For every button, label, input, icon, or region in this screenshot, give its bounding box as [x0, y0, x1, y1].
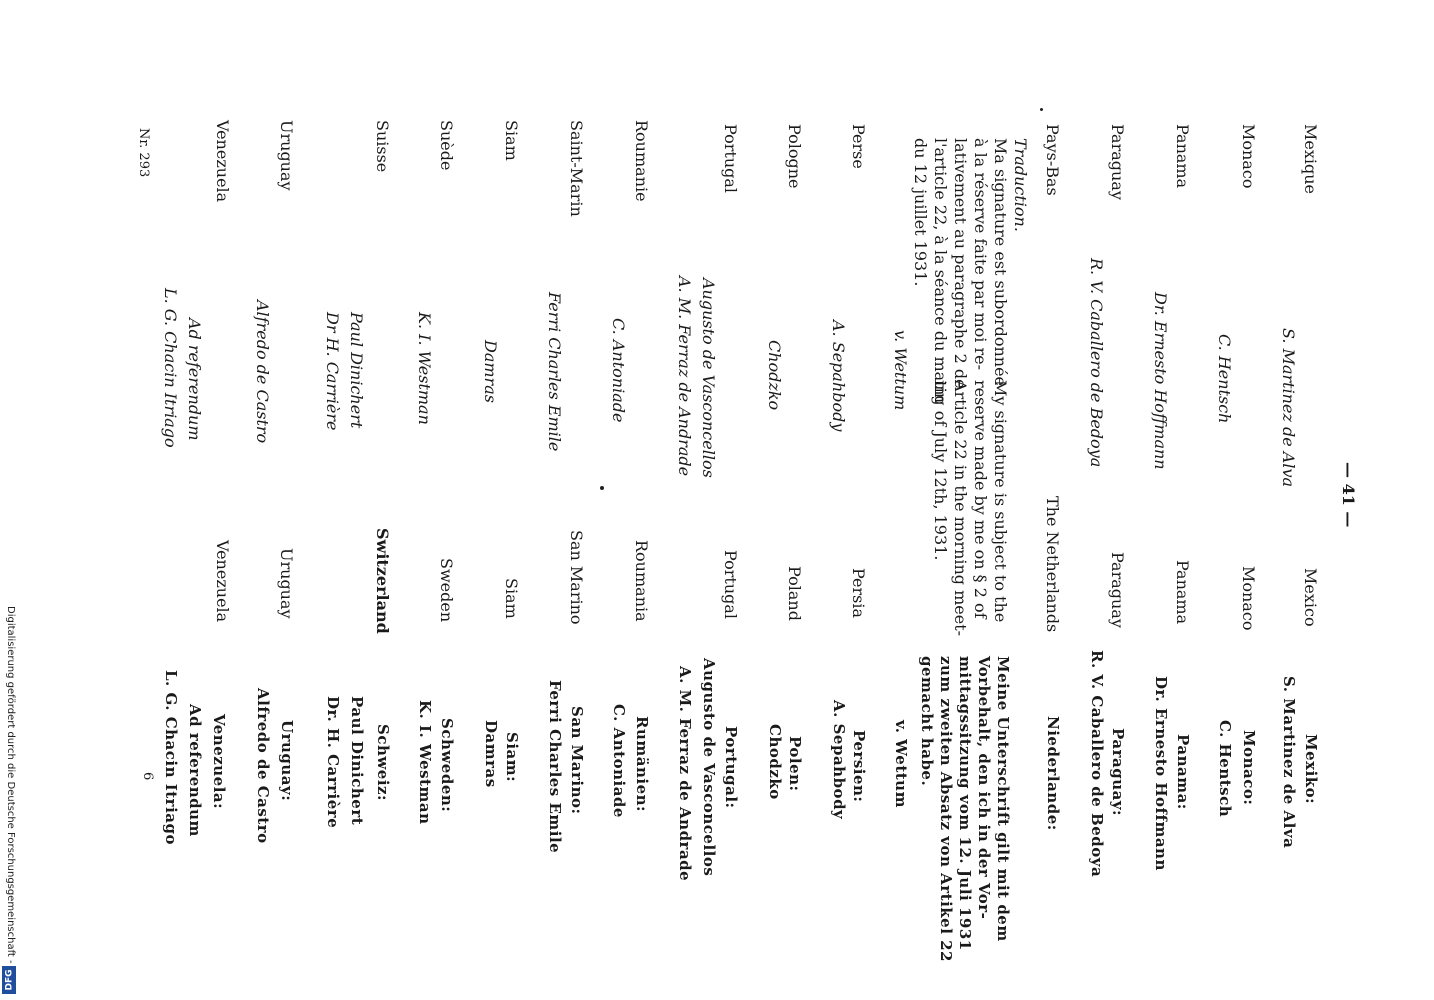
print-mark: [1040, 108, 1043, 111]
fr-reservation-line: Ma signature est subordonnée: [991, 138, 1010, 387]
fr-reservation-heading: Traduction.: [1011, 138, 1030, 232]
footer-right: 6: [140, 772, 155, 781]
signatory-persia: A. Sepahbody: [829, 320, 848, 432]
en-country-siam: Siam: [502, 578, 521, 619]
signatory-venezuela-ref: Ad referendum: [185, 318, 204, 441]
en-country-portugal: Portugal: [721, 550, 740, 620]
fr-country-paraguay: Paraguay: [1108, 124, 1127, 200]
de-name-monaco: C. Hentsch: [1216, 720, 1234, 818]
de-name-siam: Damras: [482, 720, 500, 788]
en-country-roumania: Roumania: [632, 540, 651, 622]
signatory-mexico: S. Martinez de Alva: [1279, 328, 1298, 488]
de-name-switzerland-1: Paul Dinichert: [348, 696, 366, 826]
de-country-switzerland: Schweiz:: [374, 724, 392, 802]
print-mark: [600, 486, 604, 490]
fr-reservation-line: lativement au paragraphe 2 de: [951, 138, 970, 389]
fr-country-venezuela: Venezuela: [213, 120, 232, 203]
de-name-switzerland-2: Dr. H. Carrière: [324, 696, 342, 829]
en-country-netherlands: The Netherlands: [1043, 496, 1062, 633]
de-country-portugal: Portugal:: [722, 726, 740, 809]
fr-country-suisse: Suisse: [373, 120, 392, 173]
en-reservation-line: Article 22 in the morning meet-: [951, 380, 970, 637]
signatory-siam: Damras: [481, 340, 500, 403]
fr-country-saint-marin: Saint-Marin: [567, 120, 586, 217]
digitization-note: Digitalisierung gefördert durch die Deutsche Forschungsgemeinschaft -: [5, 606, 16, 964]
signatory-venezuela: L. G. Chacin Itriago: [161, 288, 180, 448]
signatory-monaco: C. Hentsch: [1215, 334, 1234, 424]
en-country-monaco: Monaco: [1239, 566, 1258, 631]
en-country-paraguay: Paraguay: [1108, 552, 1127, 628]
de-country-netherlands: Niederlande:: [1044, 716, 1062, 831]
de-name-roumania: C. Antoniade: [610, 704, 628, 818]
de-name-portugal-2: A. M. Ferraz de Andrade: [676, 666, 694, 882]
fr-country-panama: Panama: [1173, 124, 1192, 189]
de-country-paraguay: Paraguay:: [1109, 728, 1127, 817]
de-name-san-marino: Ferri Charles Emile: [546, 680, 564, 854]
fr-country-monaco: Monaco: [1239, 124, 1258, 189]
fr-country-suede: Suède: [437, 120, 456, 171]
de-reservation-line: Meine Unterschrift gilt mit dem: [994, 656, 1012, 942]
en-reservation: [930, 380, 1010, 636]
de-name-portugal-1: Augusto de Vasconcellos: [700, 658, 718, 877]
de-country-siam: Siam:: [503, 732, 521, 783]
de-reservation-line: zum zweiten Absatz von Artikel 22: [937, 656, 955, 962]
signatory-netherlands: v. Wettum: [891, 330, 910, 411]
de-name-mexico: S. Martinez de Alva: [1280, 676, 1298, 849]
de-name-uruguay: Alfredo de Castro: [254, 688, 272, 844]
fr-reservation-line: à la réserve faite par moi re-: [971, 138, 990, 371]
en-country-poland: Poland: [785, 566, 804, 621]
en-reservation-line: reserve made by me on § 2 of: [971, 380, 990, 619]
fr-country-pologne: Pologne: [785, 124, 804, 189]
fr-reservation-line: l'article 22, à la séance du matin: [931, 138, 950, 404]
signatory-switzerland-2: Dr H. Carrière: [323, 312, 342, 431]
fr-reservation-line: du 12 juillet 1931.: [911, 138, 930, 287]
signatory-panama: Dr. Ernesto Hoffmann: [1151, 292, 1170, 470]
en-reservation-line: ing of July 12th, 1931.: [931, 380, 950, 561]
signatory-portugal-2: A. M. Ferraz de Andrade: [675, 276, 694, 477]
fr-country-portugal: Portugal: [721, 124, 740, 194]
de-country-venezuela: Venezuela:: [210, 714, 228, 810]
en-country-persia: Persia: [849, 568, 868, 619]
fr-reservation: [910, 138, 1030, 403]
de-name-paraguay: R. V. Caballero de Bedoya: [1088, 650, 1106, 878]
en-country-sweden: Sweden: [437, 558, 456, 623]
en-country-uruguay: Uruguay: [277, 548, 296, 619]
fr-country-pays-bas: Pays-Bas: [1043, 124, 1062, 196]
de-country-uruguay: Uruguay:: [278, 720, 296, 802]
fr-country-uruguay: Uruguay: [277, 120, 296, 191]
de-country-sweden: Schweden:: [438, 718, 456, 813]
de-name-poland: Chodzko: [766, 724, 784, 800]
en-country-venezuela: Venezuela: [213, 540, 232, 623]
de-reservation-line: gemacht habe.: [918, 656, 936, 787]
de-reservation-line: Vorbehalt, den ich in der Vor-: [975, 656, 993, 920]
signatory-poland: Chodzko: [765, 340, 784, 411]
signatory-switzerland-1: Paul Dinichert: [347, 312, 366, 429]
signatory-sweden: K. I. Westman: [415, 312, 434, 425]
de-name-panama: Dr. Ernesto Hoffmann: [1152, 676, 1170, 871]
de-country-panama: Panama:: [1174, 734, 1192, 810]
de-country-persia: Persien:: [850, 730, 868, 803]
signatory-paraguay: R. V. Caballero de Bedoya: [1087, 258, 1106, 468]
footer-left: Nr. 293: [136, 128, 151, 178]
fr-country-perse: Perse: [849, 124, 868, 169]
en-country-san-marino: San Marino: [567, 530, 586, 625]
signatory-portugal-1: Augusto de Vasconcellos: [699, 278, 718, 478]
en-country-switzerland: Switzerland: [373, 528, 392, 634]
de-name-netherlands: v. Wettum: [892, 720, 910, 808]
signatory-roumania: C. Antoniade: [609, 318, 628, 423]
en-country-mexico: Mexico: [1301, 568, 1320, 627]
de-country-mexico: Mexiko:: [1302, 734, 1320, 805]
fr-country-roumanie: Roumanie: [632, 120, 651, 202]
de-reservation: [917, 656, 1012, 962]
signatory-san-marino: Ferri Charles Emile: [545, 292, 564, 452]
de-country-monaco: Monaco:: [1240, 730, 1258, 806]
dfg-logo: [2, 966, 16, 994]
de-name-sweden: K. I. Westman: [416, 700, 434, 825]
de-ref-venezuela: Ad referendum: [186, 704, 204, 837]
signatory-uruguay: Alfredo de Castro: [253, 300, 272, 444]
page-number: — 41 —: [1339, 462, 1358, 528]
en-reservation-line: My signature is subject to the: [991, 380, 1010, 623]
de-country-san-marino: San Marino:: [568, 706, 586, 815]
en-country-panama: Panama: [1173, 560, 1192, 625]
de-name-venezuela: L. G. Chacin Itriago: [162, 670, 180, 845]
de-country-poland: Polen:: [786, 736, 804, 792]
fr-country-siam: Siam: [502, 120, 521, 161]
de-name-persia: A. Sepahbody: [830, 700, 848, 820]
de-reservation-line: mittagssitzung vom 12. Juli 1931: [956, 656, 974, 951]
fr-country-mexique: Mexique: [1301, 124, 1320, 195]
de-country-roumania: Rumänien:: [633, 716, 651, 813]
dfg-logo-text: DFG: [4, 969, 15, 991]
